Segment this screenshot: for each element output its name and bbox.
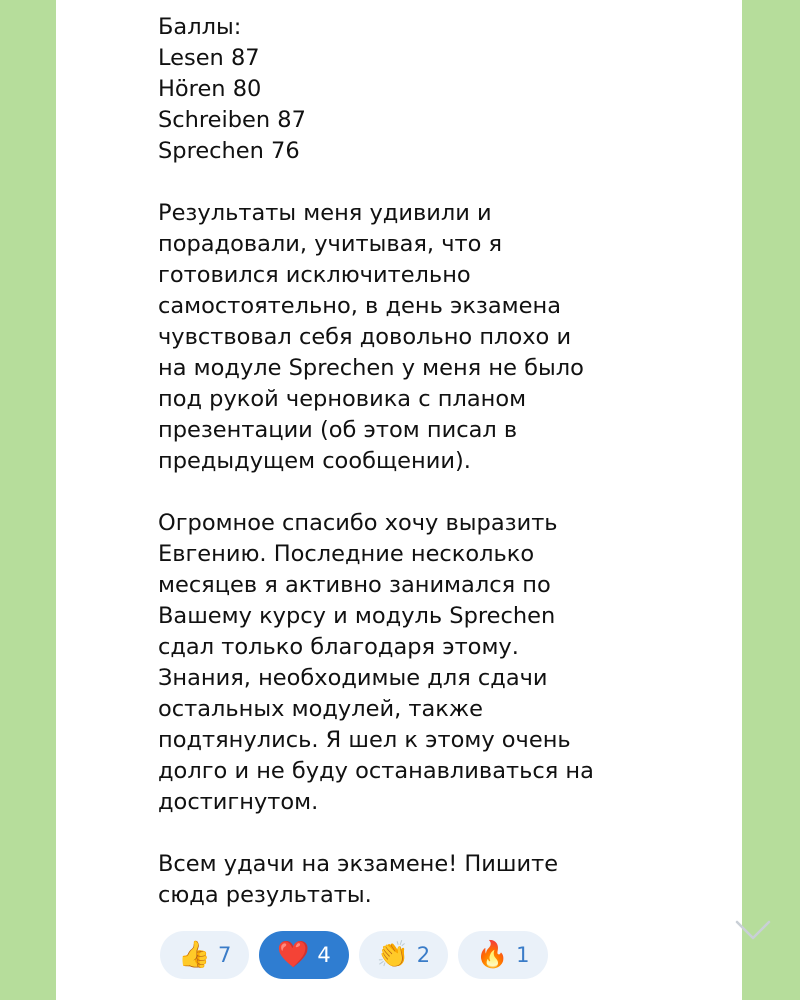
reaction-thumbs-up[interactable] — [160, 931, 249, 979]
reaction-fire[interactable] — [458, 931, 547, 979]
message-text: Баллы: Lesen 87 Hören 80 Schreiben 87 Sprechen 76 Результаты меня удивили и порадовали, учитывая, что я готовился исключительно самостоятельно, в день экзамена чувствовал себя довольно плохо и на модуле Sprechen у меня не было под рукой черновика с планом презентации (об этом писал в предыдущем сообщении). Огромное спасибо хочу выразить Евгению. Последние несколько месяцев я активно занимался по Вашему курсу и модуль Sprechen сдал только благодаря этому. Знания, необходимые для сдачи остальных модулей, также подтянулись. Я шел к этому очень долго и не буду останавливаться на достигнутом. Всем удачи на экзамене! Пишите сюда результаты. — [158, 14, 594, 908]
clapping-hands-icon: 👏 — [376, 940, 410, 970]
fire-icon: 🔥 — [476, 940, 509, 970]
reaction-clap[interactable] — [359, 931, 448, 979]
reactions-bar — [160, 931, 548, 979]
thumbs-up-icon: 👍 — [178, 940, 211, 970]
reaction-count: 4 — [317, 943, 331, 967]
reaction-count: 2 — [416, 943, 431, 967]
reaction-count: 7 — [218, 943, 232, 967]
reaction-heart[interactable] — [259, 931, 348, 979]
message-bubble — [56, 0, 742, 1000]
chevron-down-icon[interactable] — [734, 916, 772, 944]
reaction-count: 1 — [516, 943, 530, 967]
red-heart-icon: ❤️ — [277, 940, 310, 970]
